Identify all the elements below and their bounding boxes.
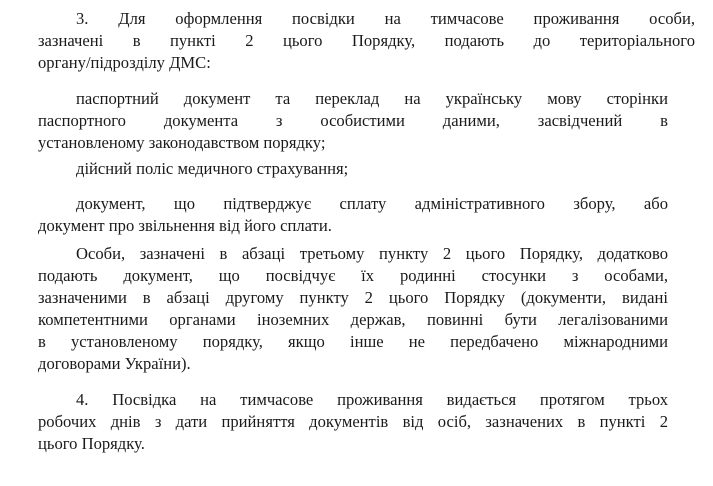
paragraph-item-3: [38, 8, 695, 74]
text-line: документ, що підтверджує сплату адміністративного збору, або: [76, 194, 668, 213]
text-line: зазначені в пункті 2 цього Порядку, подають до територіального: [38, 31, 695, 50]
text-line: органу/підрозділу ДМС:: [38, 53, 211, 72]
text-line: дійсний поліс медичного страхування;: [76, 159, 349, 178]
paragraph-medical-insurance: [38, 158, 668, 180]
text-line: договорами України).: [38, 354, 191, 373]
paragraph-passport-document: [38, 88, 668, 154]
text-line: компетентними органами іноземних держав, повинні бути легалізованими: [38, 310, 668, 329]
text-line: 3. Для оформлення посвідки на тимчасове проживання особи,: [76, 9, 695, 28]
paragraph-item-4: [38, 389, 668, 455]
paragraph-fee-payment: [38, 193, 668, 237]
text-line: зазначеними в абзаці другому пункту 2 цього Порядку (документи, видані: [38, 288, 668, 307]
text-line: Особи, зазначені в абзаці третьому пункту 2 цього Порядку, додатково: [76, 244, 668, 263]
text-line: цього Порядку.: [38, 434, 145, 453]
text-line: паспортного документа з особистими даними, засвідчений в: [38, 111, 668, 130]
text-line: установленому законодавством порядку;: [38, 133, 326, 152]
text-line: в установленому порядку, якщо інше не передбачено міжнародними: [38, 332, 668, 351]
paragraph-family-relations: [38, 243, 668, 375]
text-line: документ про звільнення від його сплати.: [38, 216, 332, 235]
text-line: паспортний документ та переклад на українську мову сторінки: [76, 89, 668, 108]
text-line: робочих днів з дати прийняття документів від осіб, зазначених в пункті 2: [38, 412, 668, 431]
text-line: 4. Посвідка на тимчасове проживання видається протягом трьох: [76, 390, 668, 409]
text-line: подають документ, що посвідчує їх родинні стосунки з особами,: [38, 266, 668, 285]
